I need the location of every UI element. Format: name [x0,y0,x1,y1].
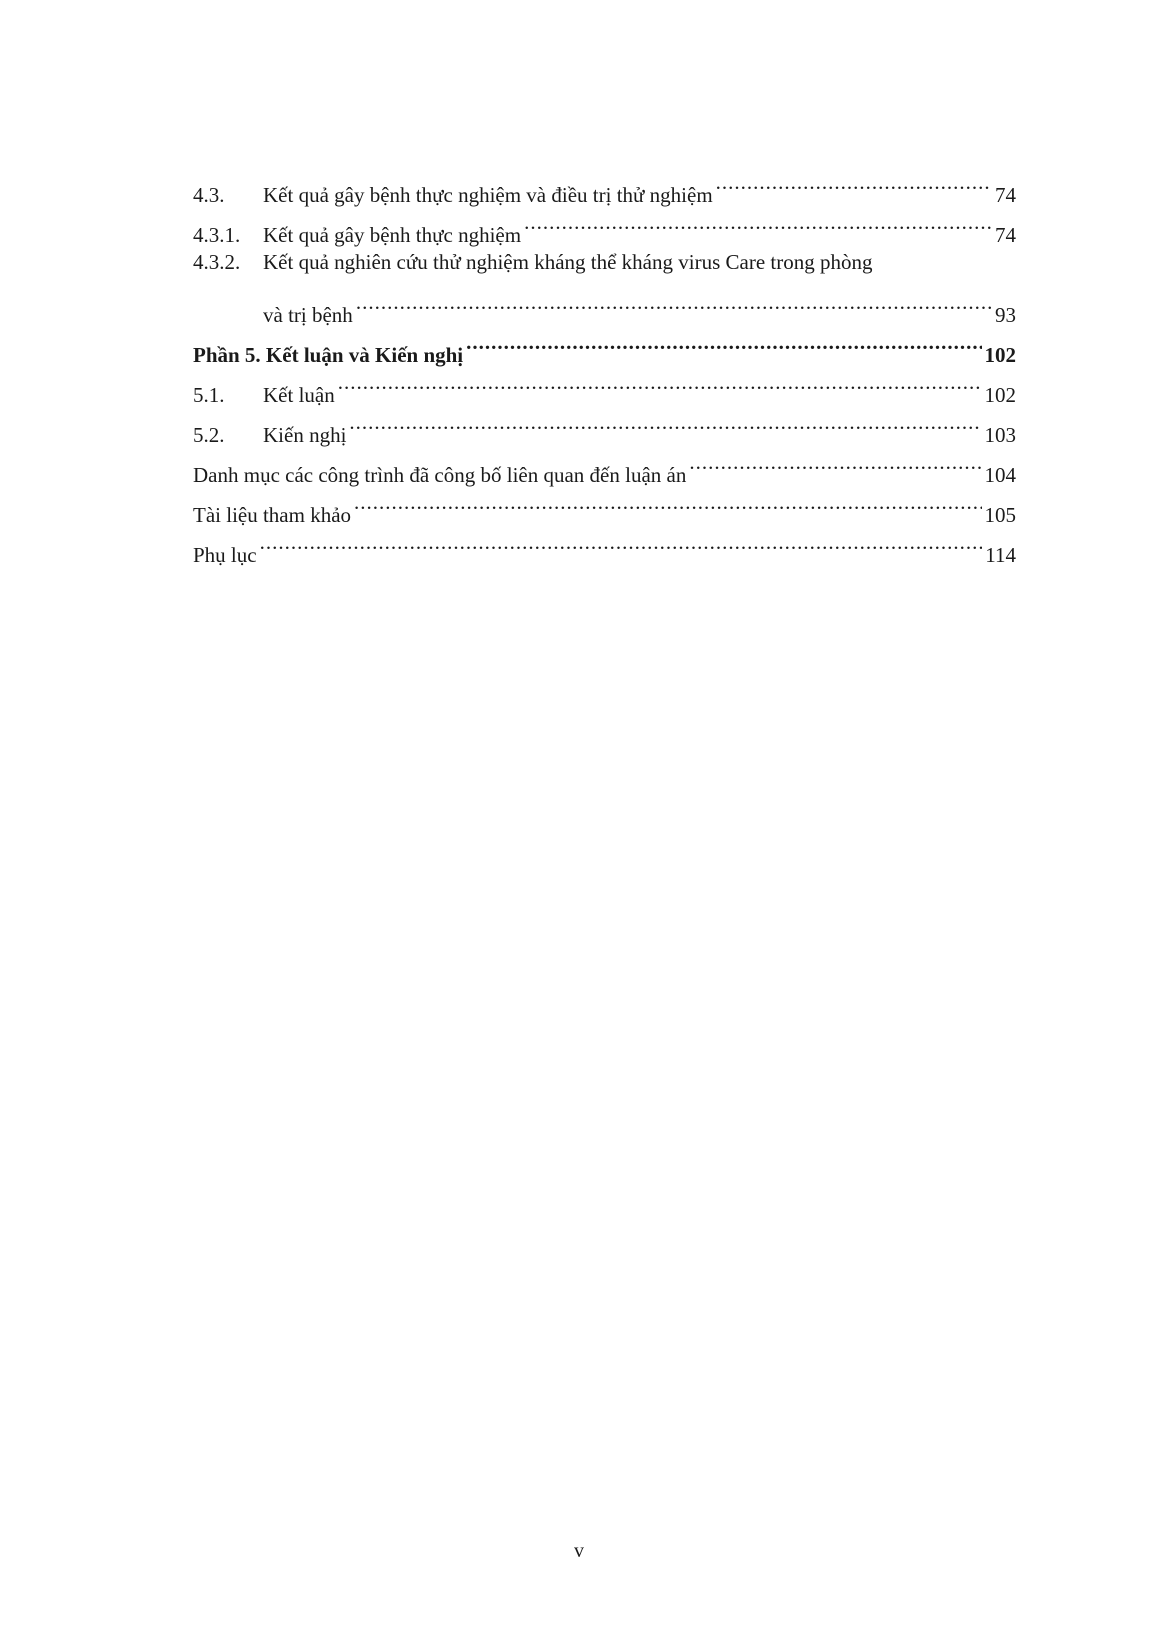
toc-page-number: 102 [984,343,1016,367]
toc-page-number: 105 [984,503,1016,527]
toc-title: Phần 5. Kết luận và Kiến nghị [193,343,464,367]
toc-number: 4.3.1. [193,223,241,247]
toc-title: Kết quả gây bệnh thực nghiệm và điều trị thử nghiệm [263,183,713,207]
toc-page-number: 114 [985,543,1016,567]
dot-leader [466,322,981,362]
dot-leader [354,482,981,522]
dot-leader [356,282,992,322]
toc-page-number: 74 [995,223,1016,247]
toc-page-number: 102 [984,383,1016,407]
toc-title-line-2: và trị bệnh [263,303,353,327]
toc-title: Phụ lục [193,543,257,567]
toc-entry-4-3-2 [193,242,1016,282]
dot-leader [689,442,981,482]
toc-page-number: 74 [995,183,1016,207]
toc-title: Kiến nghị [263,423,347,447]
dot-leader [338,362,982,402]
dot-leader [349,402,981,442]
toc-title: Kết luận [263,383,335,407]
toc-title: Tài liệu tham khảo [193,503,352,527]
toc-entry-4-3 [193,162,1016,207]
toc-entry-appendix [193,522,1016,567]
toc-page-number: 103 [984,423,1016,447]
toc-page-number: 104 [984,463,1016,487]
toc-entry-4-3-2-continued [193,282,1016,327]
toc-number: 4.3. [193,183,225,207]
page-footer-number: v [574,1540,584,1562]
toc-title: Danh mục các công trình đã công bố liên quan đến luận án [193,463,687,487]
dot-leader [260,522,983,562]
toc-number: 5.1. [193,383,225,407]
dot-leader [524,202,992,242]
table-of-contents [193,162,1016,567]
toc-title-line-1: Kết quả nghiên cứu thử nghiệm kháng thể kháng virus Care trong phòng [263,250,873,274]
toc-number: 4.3.2. [193,250,241,274]
toc-number: 5.2. [193,423,225,447]
toc-page-number: 93 [995,303,1016,327]
toc-title: Kết quả gây bệnh thực nghiệm [263,223,522,247]
dot-leader [716,162,992,202]
